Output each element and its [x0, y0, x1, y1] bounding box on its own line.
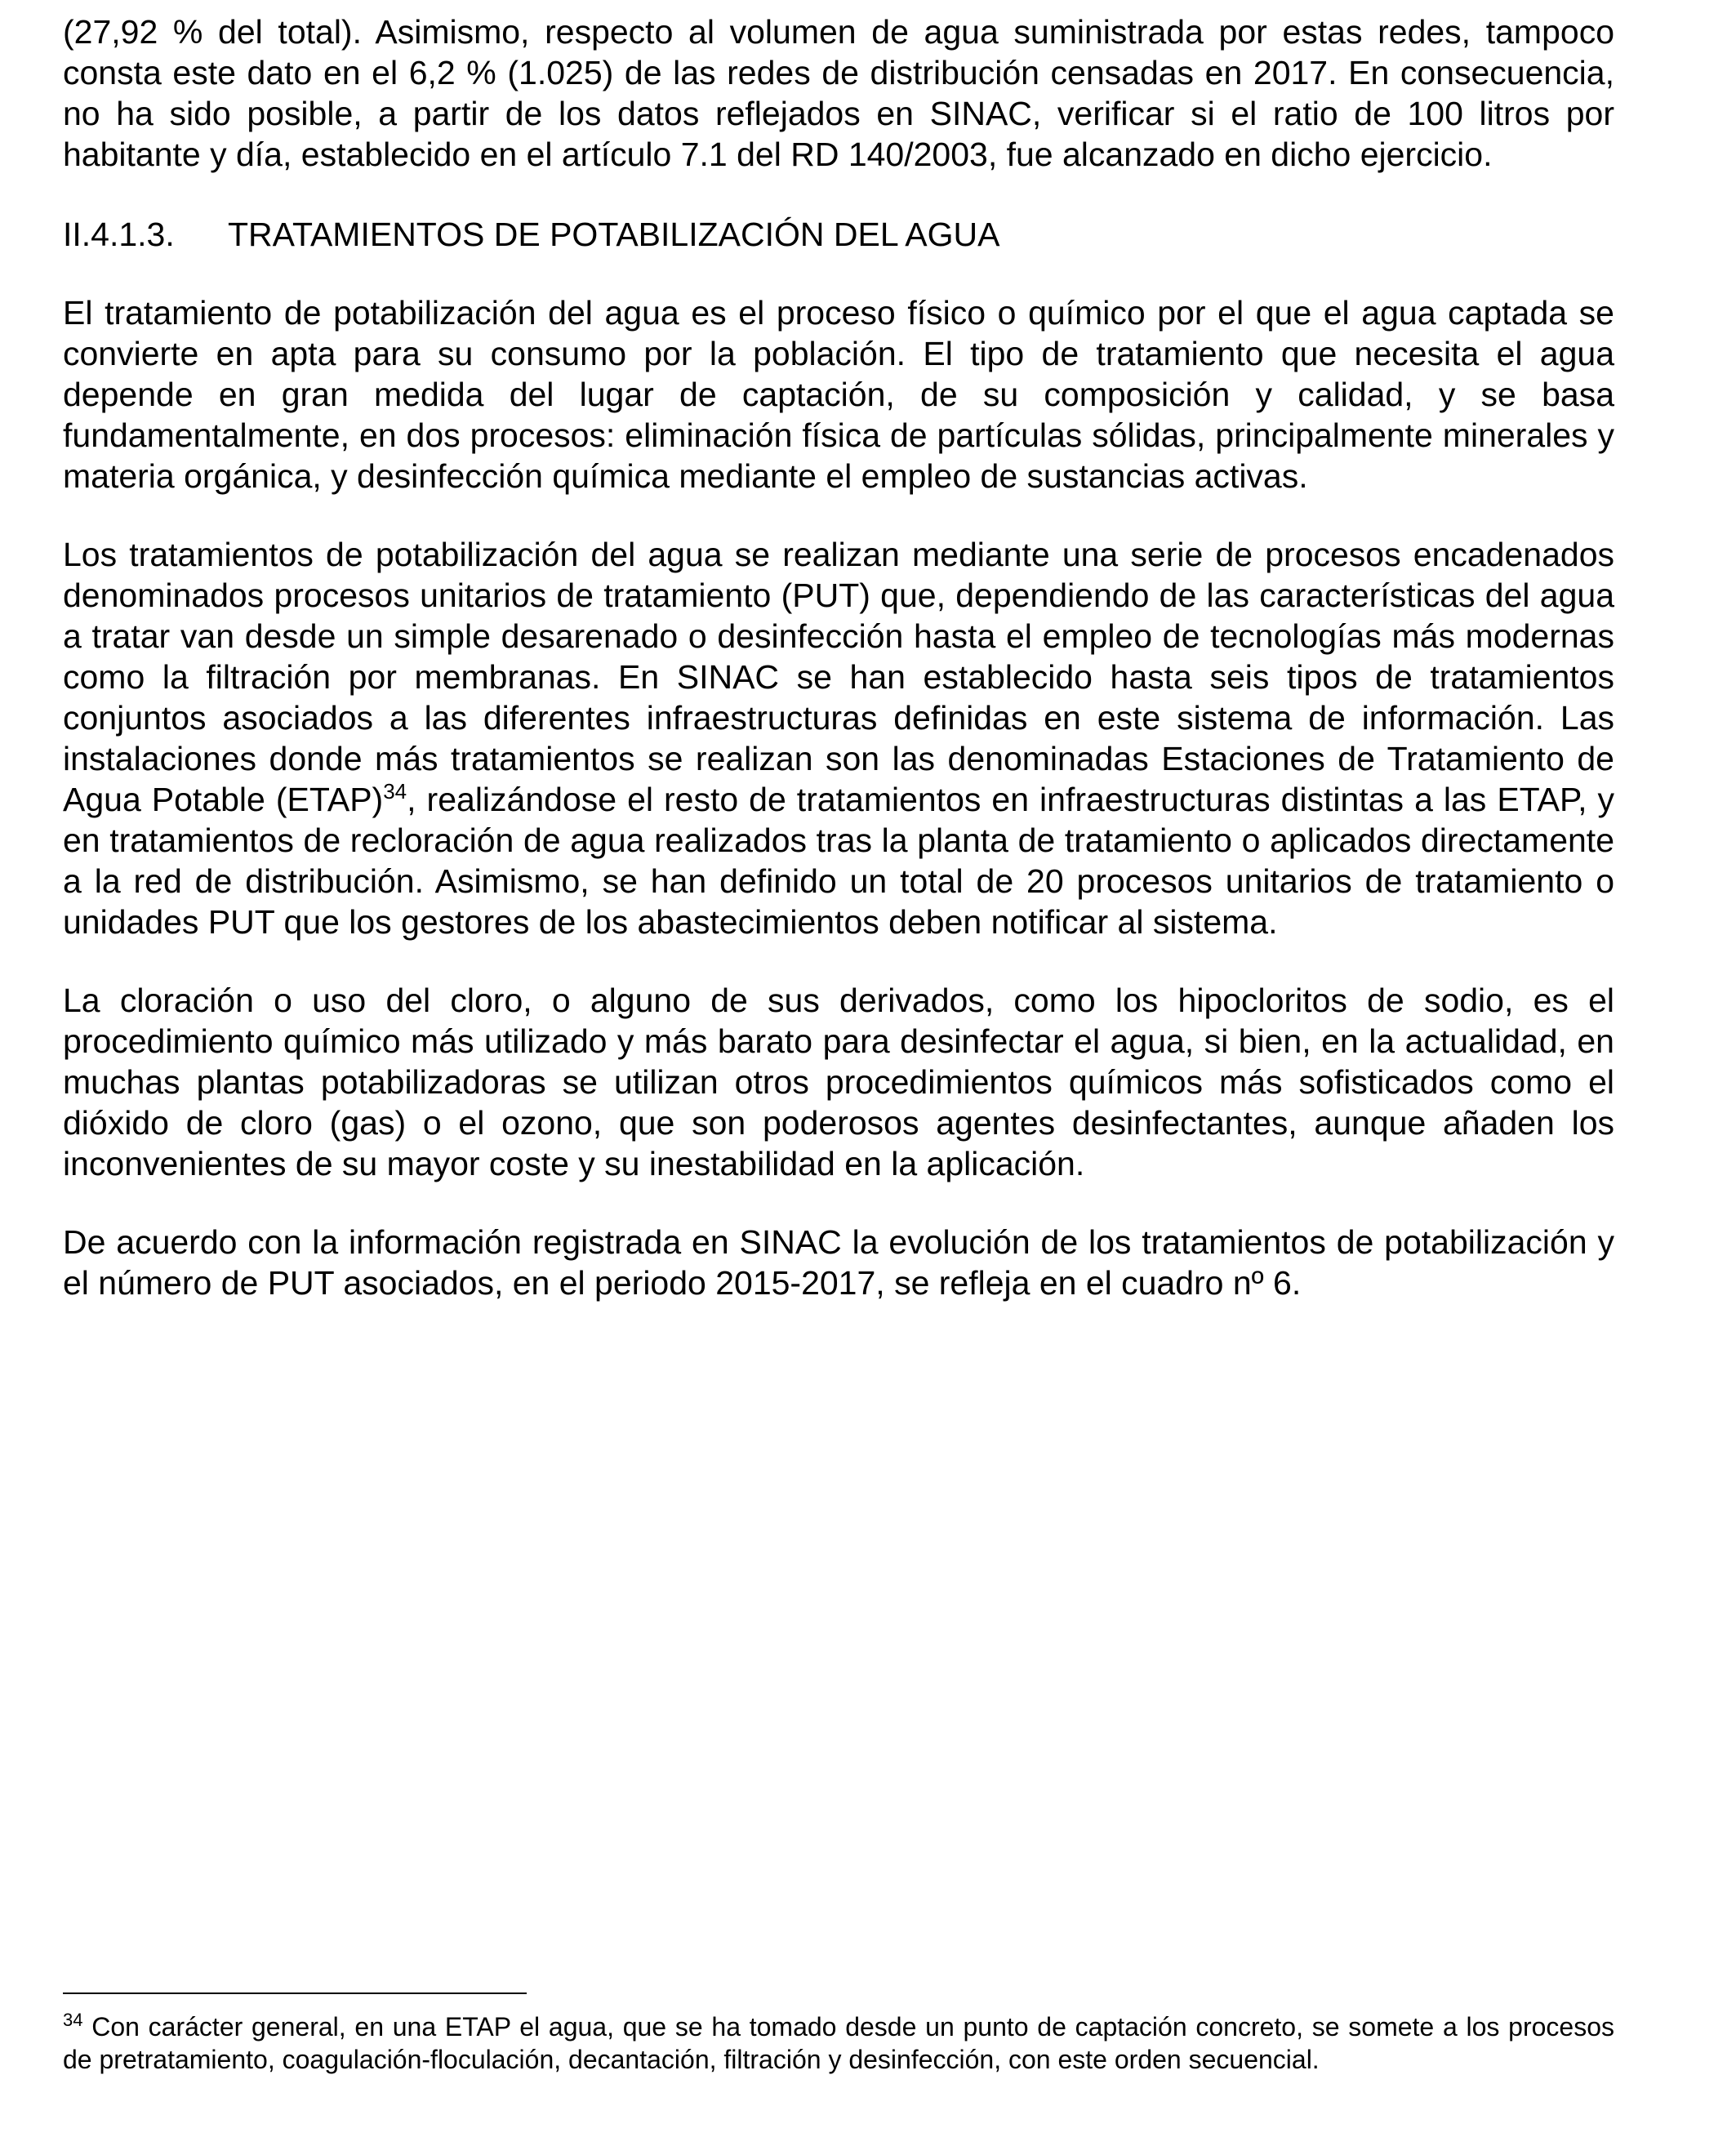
section-number: II.4.1.3.	[63, 216, 175, 253]
footnote-reference[interactable]: 34	[383, 779, 407, 804]
document-page	[63, 11, 1614, 1341]
paragraph-continuation: (27,92 % del total). Asimismo, respecto al volumen de agua suministrada por estas redes, tampoco consta este dato en el 6,2 % (1.025) de las redes de distribución censadas en 2017. En consecuencia, no ha sido posible, a partir de los datos reflejados en SINAC, verificar si el ratio de 100 litros por habitante y día, establecido en el artículo 7.1 del RD 140/2003, fue alcanzado en dicho ejercicio.	[63, 13, 1614, 173]
section-title: TRATAMIENTOS DE POTABILIZACIÓN DEL AGUA	[228, 216, 1000, 253]
footnote-text: Con carácter general, en una ETAP el agua, que se ha tomado desde un punto de captación concreto, se somete a los procesos de pretratamiento, coagulación-floculación, decantación, filtración y desinfección, con este orden secuencial.	[63, 2012, 1614, 2074]
section-heading	[63, 214, 1614, 255]
paragraph-treatment-processes	[63, 534, 1614, 942]
paragraph-text-part: , realizándose el resto de tratamientos en infraestructuras distintas a las ETAP, y en tratamientos de recloración de agua realizados tras la planta de tratamiento o aplicados directamente a la red de distribución. Asimismo, se han definido un total de 20 procesos unitarios de tratamiento o unidades PUT que los gestores de los abastecimientos deben notificar al sistema.	[63, 781, 1614, 941]
paragraph-text-part: Los tratamientos de potabilización del agua se realizan mediante una serie de procesos encadenados denominados procesos unitarios de tratamiento (PUT) que, dependiendo de las características del agua a tratar van desde un simple desarenado o desinfección hasta el empleo de tecnologías más modernas como la filtración por membranas. En SINAC se han establecido hasta seis tipos de tratamientos conjuntos asociados a las diferentes infraestructuras definidas en este sistema de información. Las instalaciones donde más tratamientos se realizan son las denominadas Estaciones de Tratamiento de Agua Potable (ETAP)	[63, 536, 1614, 818]
paragraph-chlorination: La cloración o uso del cloro, o alguno de sus derivados, como los hipocloritos de sodio, es el procedimiento químico más utilizado y más barato para desinfectar el agua, si bien, en la actualidad, en muchas plantas potabilizadoras se utilizan otros procedimientos químicos más sofisticados como el dióxido de cloro (gas) o el ozono, que son poderosos agentes desinfectantes, aunque añaden los inconvenientes de su mayor coste y su inestabilidad en la aplicación.	[63, 982, 1614, 1182]
paragraph-evolution: De acuerdo con la información registrada en SINAC la evolución de los tratamientos de potabilización y el número de PUT asociados, en el periodo 2015-2017, se refleja en el cuadro nº 6.	[63, 1223, 1614, 1302]
footnote-marker: 34	[63, 2010, 83, 2030]
paragraph-treatment-definition: El tratamiento de potabilización del agua es el proceso físico o químico por el que el agua captada se convierte en apta para su consumo por la población. El tipo de tratamiento que necesita el agua depende en gran medida del lugar de captación, de su composición y calidad, y se basa fundamentalmente, en dos procesos: eliminación física de partículas sólidas, principalmente minerales y materia orgánica, y desinfección química mediante el empleo de sustancias activas.	[63, 294, 1614, 495]
footnote-separator	[63, 1992, 527, 1994]
footnote	[63, 2010, 1614, 2076]
